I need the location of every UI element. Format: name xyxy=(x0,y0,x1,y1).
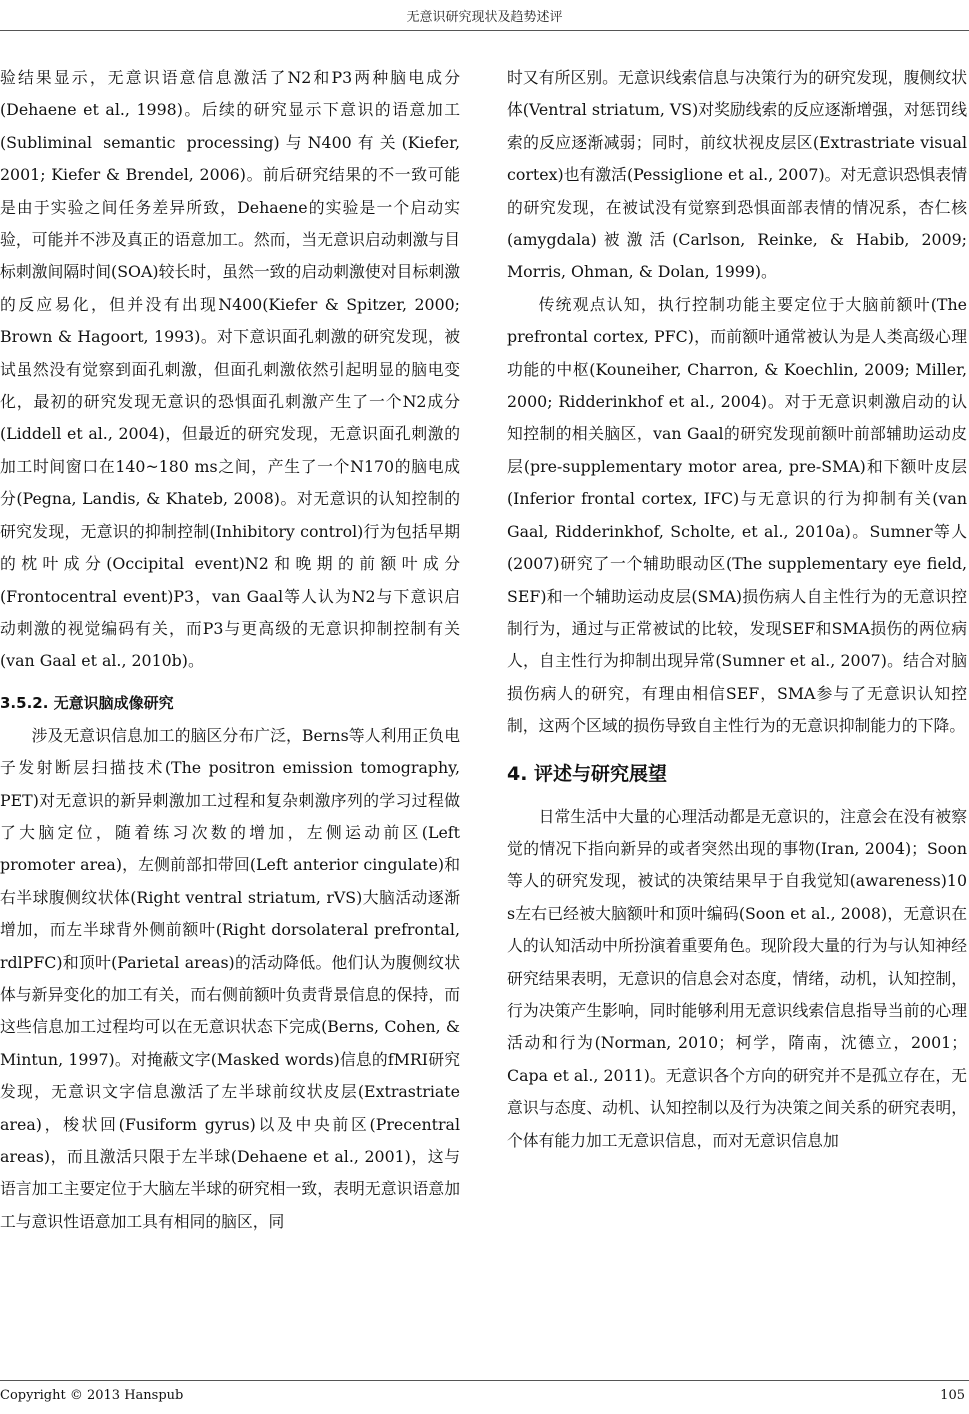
paragraph: 涉及无意识信息加工的脑区分布广泛，Berns等人利用正负电子发射断层扫描技术(The positron emission tomography, PET)对无意识的新异刺激加工过程和复杂刺激序列的学习过程做了大脑定位，随着练习次数的增加，左侧运动前区(Left promoter area)，左侧前部扣带回(Left anterior cingulate)和右半球腹侧纹状体(Right ventral striatum, rVS)大脑活动逐渐增加，而左半球背外侧前额叶(Right dorsolateral prefrontal, rdlPFC)和顶叶(Parietal areas)的活动降低。他们认为腹侧纹状体与新异变化的加工有关，而右侧前额叶负责背景信息的保持，而这些信息加工过程均可以在无意识状态下完成(Berns, Cohen, & Mintun, 1997)。对掩蔽文字(Masked words)信息的fMRI研究发现，无意识文字信息激活了左半球前纹状皮层(Extrastriate area)，梭状回(Fusiform gyrus)以及中央前区(Precentral areas)，而且激活只限于左半球(Dehaene et al., 2001)，这与语言加工主要定位于大脑左半球的研究相一致，表明无意识语意加工与意识性语意加工具有相同的脑区，同 xyxy=(0,725,460,1231)
page-number: 105 xyxy=(940,1388,965,1403)
section-heading: 4. 评述与研究展望 xyxy=(507,762,668,785)
copyright-notice: Copyright © 2013 Hanspub xyxy=(0,1388,184,1403)
paragraph: 日常生活中大量的心理活动都是无意识的，注意会在没有被察觉的情况下指向新异的或者突然出现的事物(Iran, 2004)；Soon等人的研究发现，被试的决策结果早于自我觉知(awareness)10 s左右已经被大脑额叶和顶叶编码(Soon et al., 2008)，无意识在人的认知活动中所扮演着重要角色。现阶段大量的行为与认知神经研究结果表明，无意识的信息会对态度，情绪，动机，认知控制，行为决策产生影响，同时能够利用无意识线索信息指导当前的心理活动和行为(Norman, 2010；柯学，隋南，沈德立，2001；Capa et al., 2011)。无意识各个方向的研究并不是孤立存在，无意识与态度、动机、认知控制以及行为决策之间关系的研究表明，个体有能力加工无意识信息，而对无意识信息加 xyxy=(507,806,967,1150)
paragraph: 传统观点认知，执行控制功能主要定位于大脑前额叶(The prefrontal cortex, PFC)，而前额叶通常被认为是人类高级心理功能的中枢(Kouneiher, Charron, & Koechlin, 2009; Miller, 2000; Ridderinkhof et al., 2004)。对于无意识刺激启动的认知控制的相关脑区，van Gaal的研究发现前额叶前部辅助运动皮层(pre-supplementary motor area, pre-SMA)和下额叶皮层(Inferior frontal cortex, IFC)与无意识的行为抑制有关(van Gaal, Ridderinkhof, Scholte, et al., 2010a)。Sumner等人(2007)研究了一个辅助眼动区(The supplementary eye field, SEF)和一个辅助运动皮层(SMA)损伤病人自主性行为的无意识控制行为，通过与正常被试的比较，发现SEF和SMA损伤的两位病人，自主性行为抑制出现异常(Sumner et al., 2007)。结合对脑损伤病人的研究，有理由相信SEF，SMA参与了无意识认知控制，这两个区域的损伤导致自主性行为的无意识抑制能力的下降。 xyxy=(507,294,967,736)
paragraph: 时又有所区别。无意识线索信息与决策行为的研究发现，腹侧纹状体(Ventral striatum, VS)对奖励线索的反应逐渐增强，对惩罚线索的反应逐渐减弱；同时，前纹状视皮层区(Extrastriate visual cortex)也有激活(Pessiglione et al., 2007)。对无意识恐惧表情的研究发现，在被试没有觉察到恐惧面部表情的情况系，杏仁核(amygdala)被激活(Carlson, Reinke, & Habib, 2009; Morris, Ohman, & Dolan, 1999)。 xyxy=(507,68,967,282)
section-heading: 3.5.2. 无意识脑成像研究 xyxy=(0,693,174,712)
left-column xyxy=(0,62,460,1238)
running-title: 无意识研究现状及趋势述评 xyxy=(406,10,563,25)
paragraph: 验结果显示，无意识语意信息激活了N2和P3两种脑电成分(Dehaene et al., 1998)。后续的研究显示下意识的语意加工(Subliminal semantic processing)与N400有关(Kiefer, 2001; Kiefer & Brendel, 2006)。前后研究结果的不一致可能是由于实验之间任务差异所致，Dehaene的实验是一个启动实验，可能并不涉及真正的语意加工。然而，当无意识启动刺激与目标刺激间隔时间(SOA)较长时，虽然一致的启动刺激使对目标刺激的反应易化，但并没有出现N400(Kiefer & Spitzer, 2000; Brown & Hagoort, 1993)。对下意识面孔刺激的研究发现，被试虽然没有觉察到面孔刺激，但面孔刺激依然引起明显的脑电变化，最初的研究发现无意识的恐惧面孔刺激产生了一个N2成分(Liddell et al., 2004)，但最近的研究发现，无意识面孔刺激的加工时间窗口在140~180 ms之间，产生了一个N170的脑电成分(Pegna, Landis, & Khateb, 2008)。对无意识的认知控制的研究发现，无意识的抑制控制(Inhibitory control)行为包括早期的枕叶成分(Occipital event)N2和晚期的前额叶成分(Frontocentral event)P3，van Gaal等人认为N2与下意识启动刺激的视觉编码有关，而P3与更高级的无意识抑制控制有关(van Gaal et al., 2010b)。 xyxy=(0,68,460,671)
right-column xyxy=(507,62,967,1157)
header-rule xyxy=(0,30,969,31)
footer-rule xyxy=(0,1380,969,1381)
